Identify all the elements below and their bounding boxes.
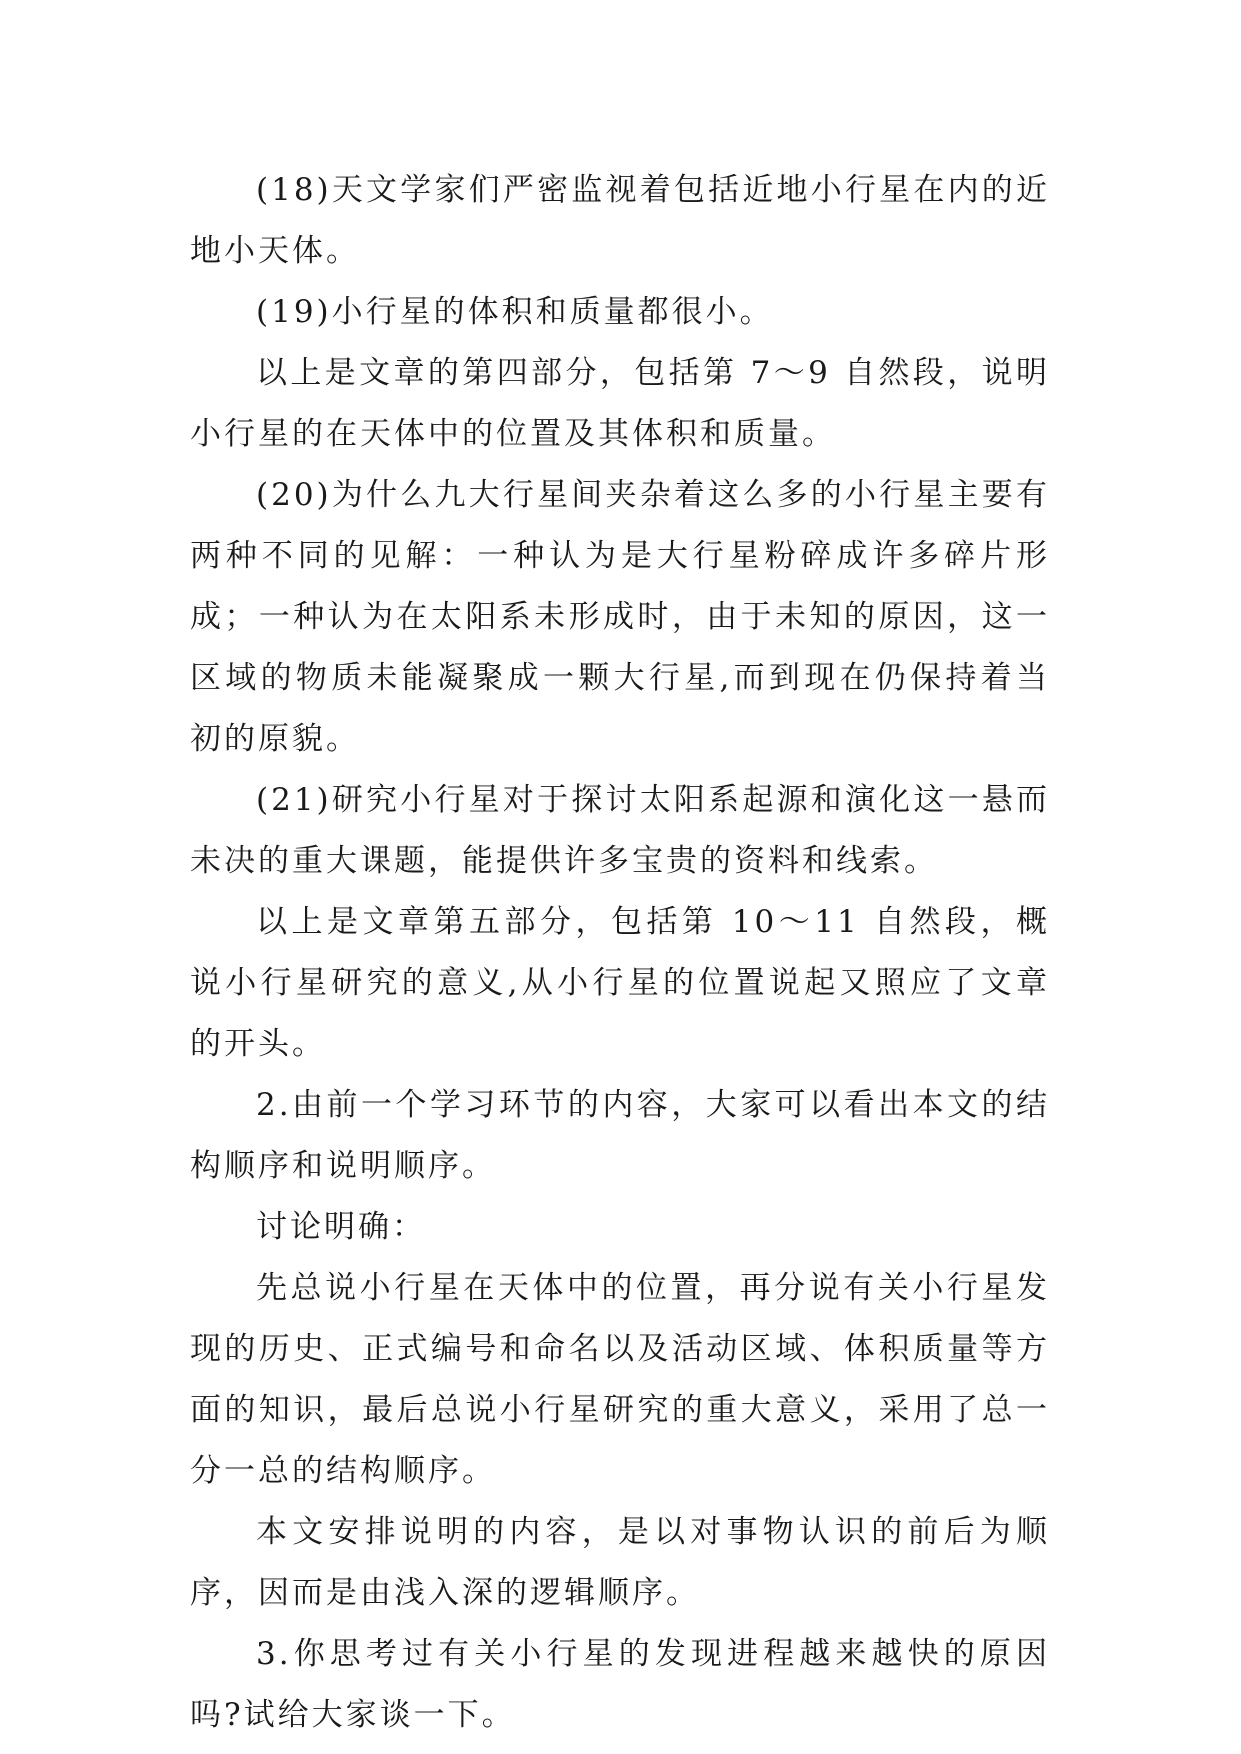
- paragraph-21: (21)研究小行星对于探讨太阳系起源和演化这一悬而未决的重大课题，能提供许多宝贵的资料和线索。: [190, 782, 1050, 879]
- logic-order-explanation: 本文安排说明的内容，是以对事物认识的前后为顺序，因而是由浅入深的逻辑顺序。: [190, 1514, 1050, 1611]
- paragraph-18: (18)天文学家们严密监视着包括近地小行星在内的近地小天体。: [190, 172, 1050, 269]
- paragraph-part-four-summary: 以上是文章的第四部分，包括第 7～9 自然段，说明小行星的在天体中的位置及其体积和质量。: [190, 355, 1050, 452]
- discussion-heading: 讨论明确：: [256, 1209, 426, 1245]
- question-2: 2.由前一个学习环节的内容，大家可以看出本文的结构顺序和说明顺序。: [190, 1087, 1050, 1184]
- document-page: [190, 160, 1050, 1746]
- paragraph-19: (19)小行星的体积和质量都很小。: [256, 294, 774, 330]
- paragraph-part-five-summary: 以上是文章第五部分，包括第 10～11 自然段，概说小行星研究的意义,从小行星的位置说起又照应了文章的开头。: [190, 904, 1050, 1062]
- question-3: 3.你思考过有关小行星的发现进程越来越快的原因吗?试给大家谈一下。: [190, 1636, 1050, 1733]
- structure-order-explanation: 先总说小行星在天体中的位置，再分说有关小行星发现的历史、正式编号和命名以及活动区域、体积质量等方面的知识，最后总说小行星研究的重大意义，采用了总一分一总的结构顺序。: [190, 1270, 1050, 1489]
- paragraph-20: (20)为什么九大行星间夹杂着这么多的小行星主要有两种不同的见解：一种认为是大行星粉碎成许多碎片形成；一种认为在太阳系未形成时，由于未知的原因，这一区域的物质未能凝聚成一颗大行星,而到现在仍保持着当初的原貌。: [190, 477, 1050, 757]
